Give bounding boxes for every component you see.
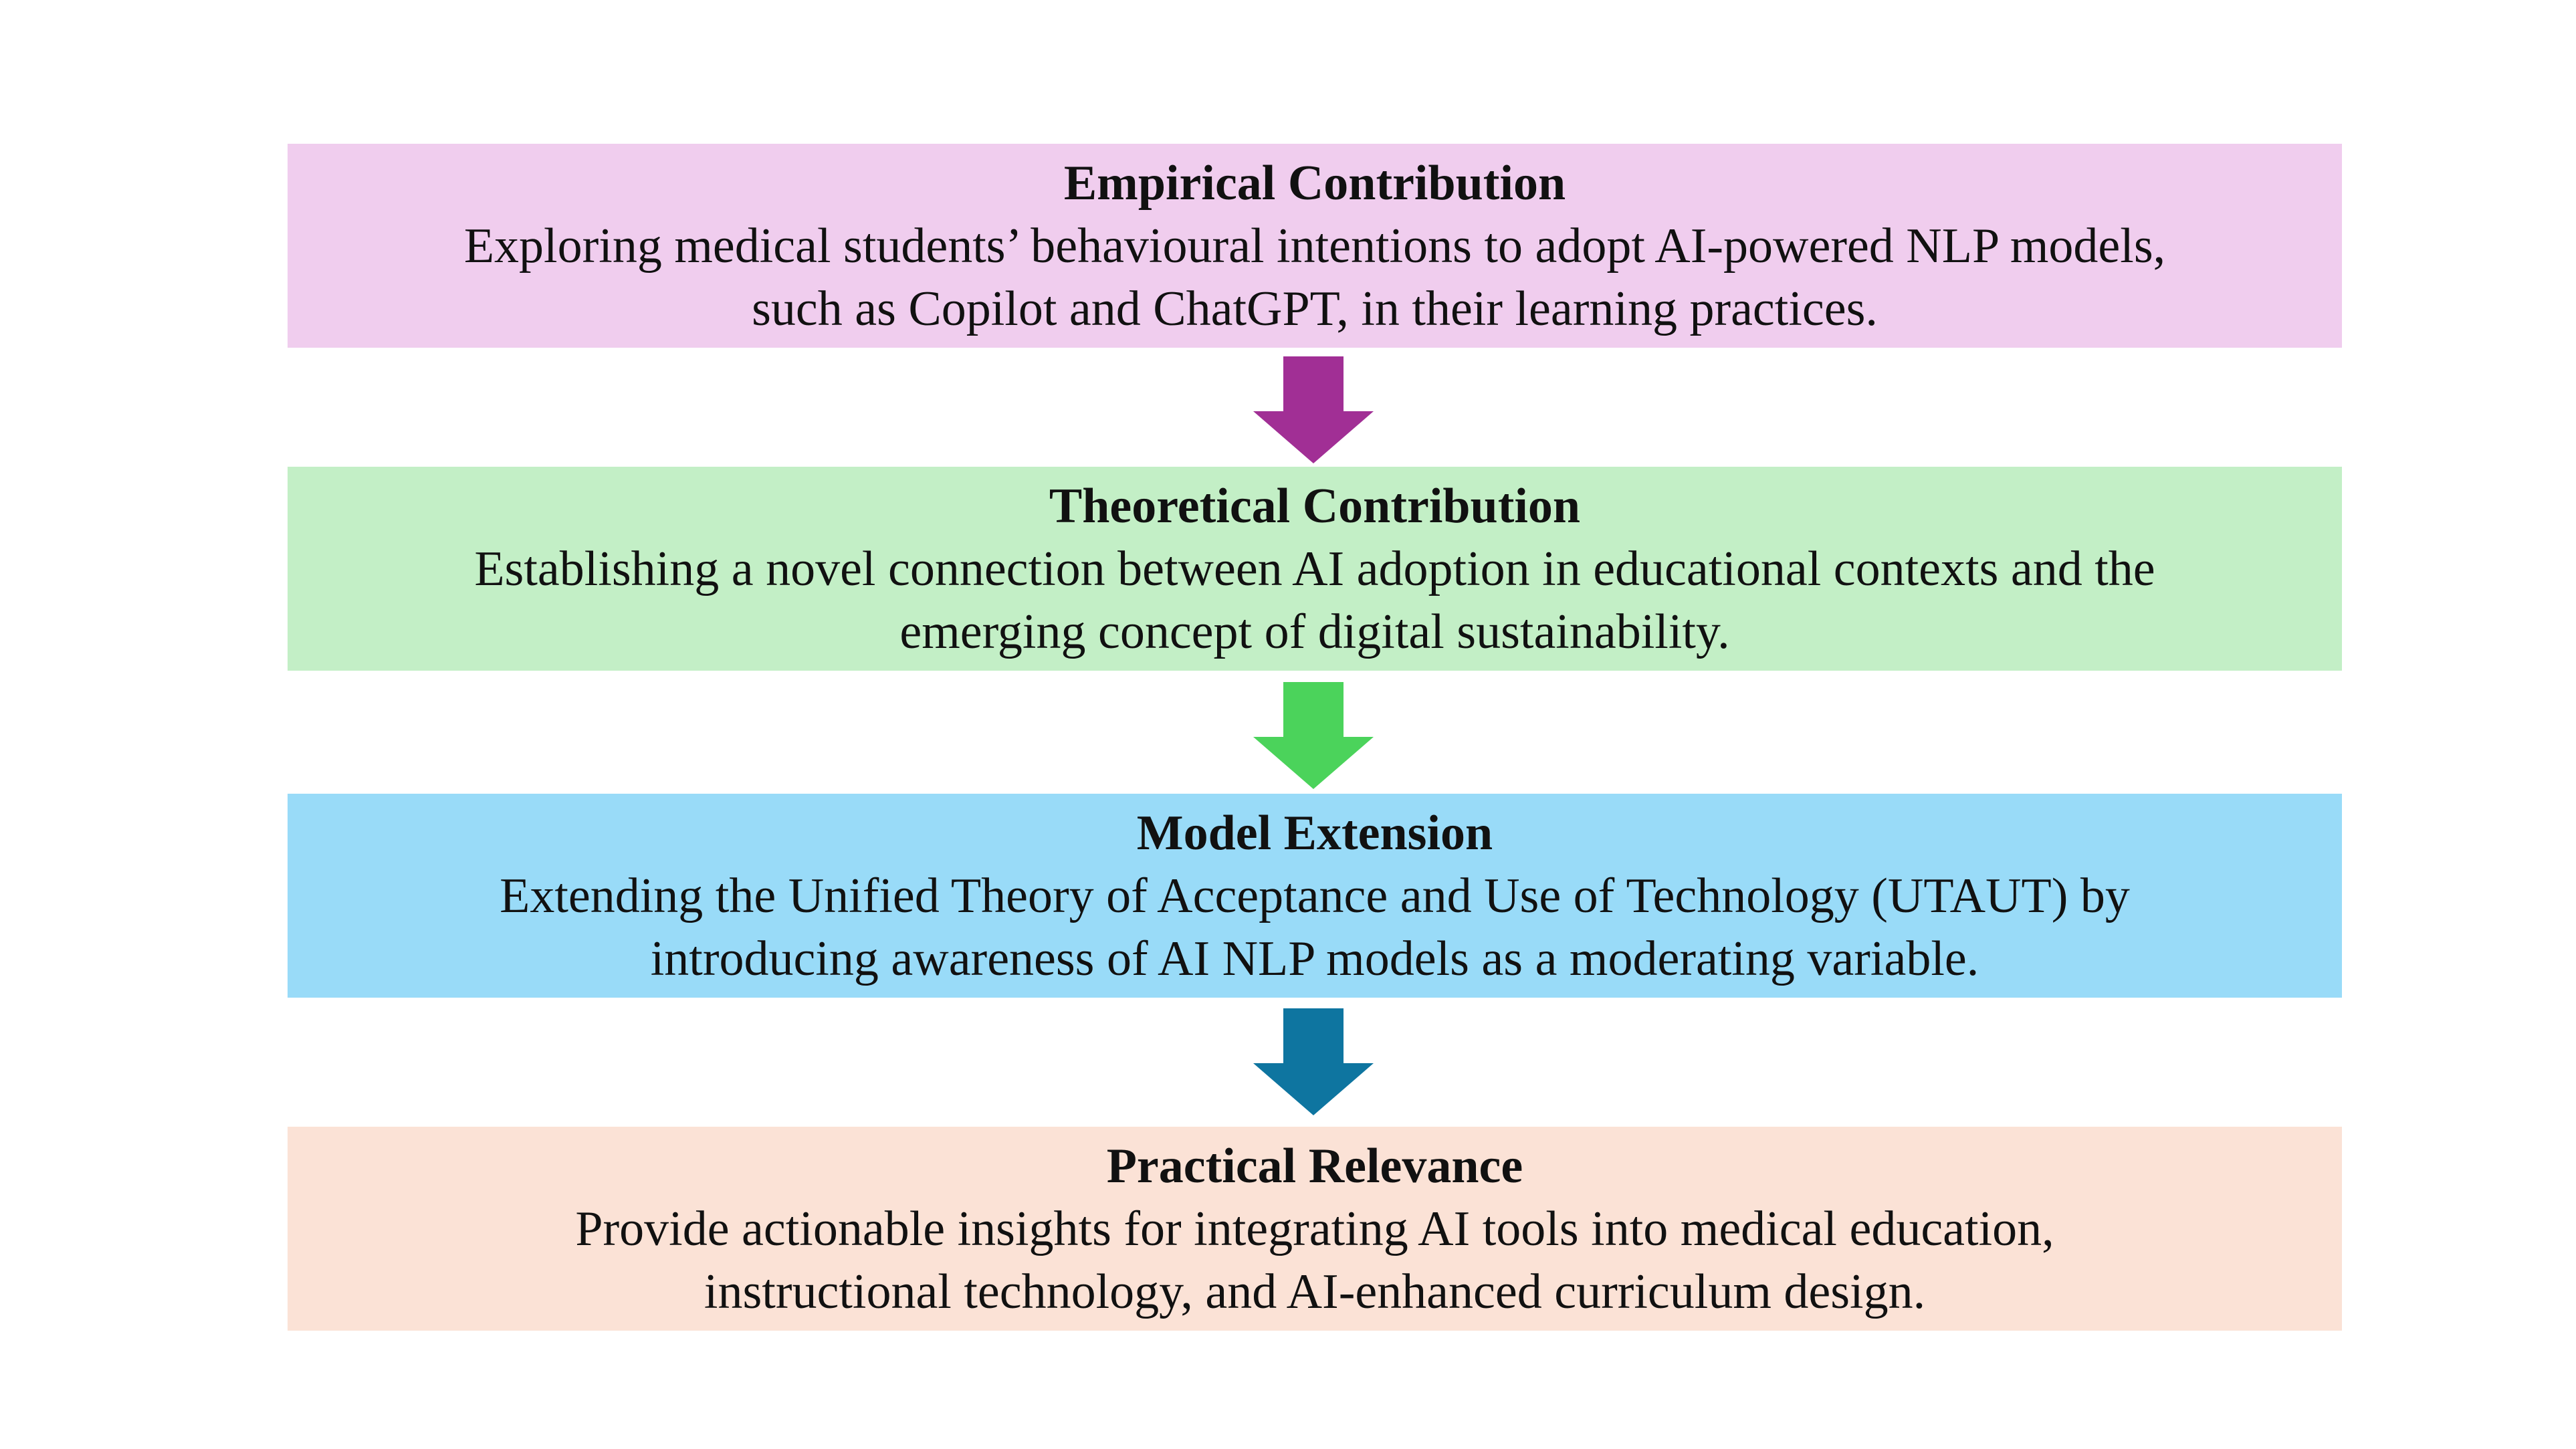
down-arrow-shape-2 [1253,682,1374,789]
practical-relevance-title: Practical Relevance [1106,1138,1523,1194]
theoretical-contribution-text-line-2: emerging concept of digital sustainability. [899,604,1730,659]
model-extension-text-line-1: Extending the Unified Theory of Acceptance and Use of Technology (UTAUT) by [500,868,2130,923]
model-extension-box [288,794,2342,998]
empirical-contribution-title: Empirical Contribution [1063,155,1566,211]
down-arrow-icon-1 [1253,356,1374,463]
theoretical-contribution-box [288,467,2342,671]
empirical-contribution-text-line-2: such as Copilot and ChatGPT, in their learning practices. [752,281,1878,336]
practical-relevance-text-line-1: Provide actionable insights for integrating AI tools into medical education, [575,1201,2054,1256]
empirical-contribution-box [288,144,2342,348]
practical-relevance-box [288,1127,2342,1331]
model-extension-title: Model Extension [1136,805,1493,861]
down-arrow-icon-3 [1253,1008,1374,1115]
theoretical-contribution-title: Theoretical Contribution [1049,478,1581,534]
down-arrow-shape-1 [1253,356,1374,463]
down-arrow-icon-2 [1253,682,1374,789]
model-extension-text-line-2: introducing awareness of AI NLP models as a moderating variable. [650,931,1979,986]
down-arrow-shape-3 [1253,1008,1374,1115]
theoretical-contribution-text-line-1: Establishing a novel connection between AI adoption in educational contexts and the [474,541,2155,596]
practical-relevance-text-line-2: instructional technology, and AI-enhanced curriculum design. [704,1264,1926,1319]
empirical-contribution-text-line-1: Exploring medical students’ behavioural intentions to adopt AI-powered NLP models, [463,218,2166,273]
